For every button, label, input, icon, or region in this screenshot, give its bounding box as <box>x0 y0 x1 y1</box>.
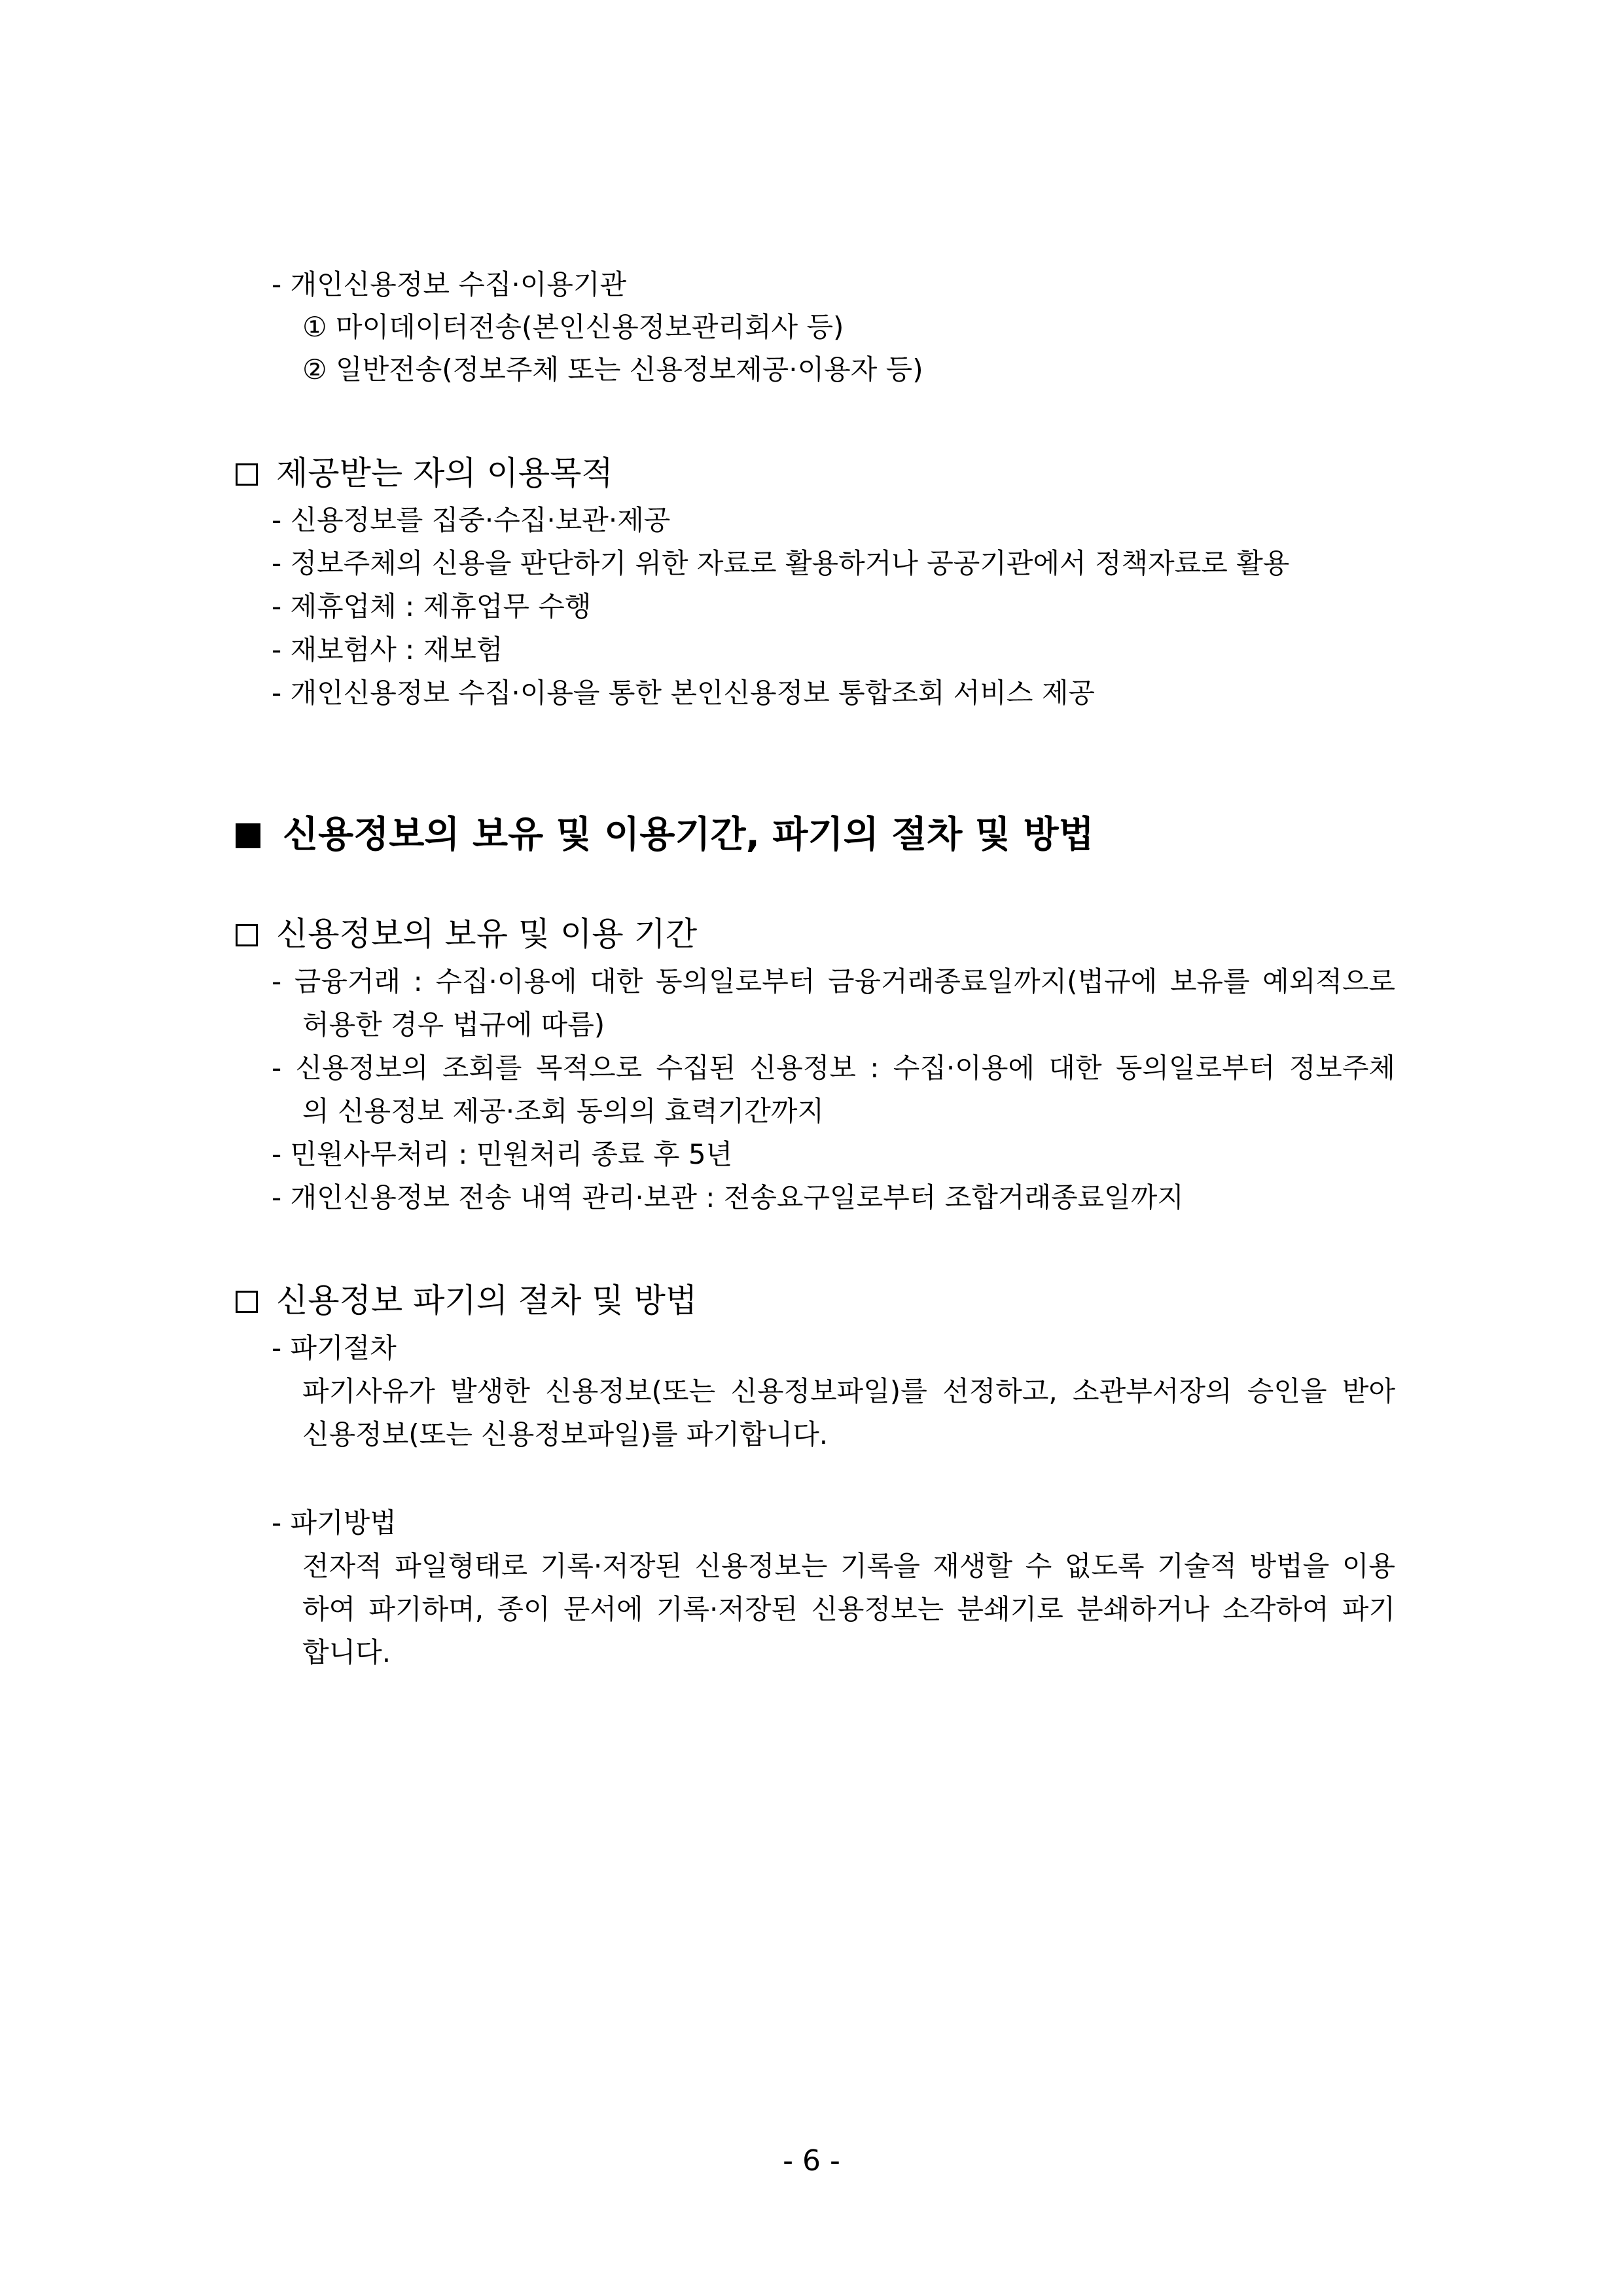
destruction-procedure-title: - 파기절차 <box>272 1332 397 1364</box>
section-heading-text: 제공받는 자의 이용목적 <box>276 454 613 492</box>
list-item-collecting-institutions: - 개인신용정보 수집·이용기관 <box>272 268 627 300</box>
page-number: - 6 - <box>783 2144 840 2178</box>
list-item-continuation: 의 신용정보 제공·조회 동의의 효력기간까지 <box>302 1095 825 1127</box>
empty-square-icon <box>236 1291 258 1313</box>
main-section-heading <box>236 812 1094 859</box>
main-section-heading-text: 신용정보의 보유 및 이용기간, 파기의 절차 및 방법 <box>283 814 1094 856</box>
destruction-procedure-text: 파기사유가 발생한 신용정보(또는 신용정보파일)를 선정하고, 소관부서장의 승인을 받아 <box>302 1375 1395 1407</box>
section-heading-text: 신용정보 파기의 절차 및 방법 <box>276 1282 698 1319</box>
list-item: - 개인신용정보 수집·이용을 통한 본인신용정보 통합조회 서비스 제공 <box>272 677 1095 709</box>
section-heading-destruction <box>236 1279 697 1322</box>
section-heading-purpose <box>236 452 613 495</box>
destruction-method-text: 하여 파기하며, 종이 문서에 기록·저장된 신용정보는 분쇄기로 분쇄하거나 소각하여 파기 <box>302 1593 1395 1625</box>
destruction-procedure-text: 신용정보(또는 신용정보파일)를 파기합니다. <box>302 1418 829 1450</box>
list-item: - 정보주체의 신용을 판단하기 위한 자료로 활용하거나 공공기관에서 정책자료로 활용 <box>272 547 1290 579</box>
list-item-financial-transaction: - 금융거래 : 수집·이용에 대한 동의일로부터 금융거래종료일까지(법규에 보유를 예외적으로 <box>272 965 1395 997</box>
empty-square-icon <box>236 463 258 486</box>
sub-item-mydata: ① 마이데이터전송(본인신용정보관리회사 등) <box>302 311 844 343</box>
sub-item-general: ② 일반전송(정보주체 또는 신용정보제공·이용자 등) <box>302 353 923 386</box>
destruction-method-title: - 파기방법 <box>272 1507 397 1539</box>
list-item: - 제휴업체 : 제휴업무 수행 <box>272 590 592 622</box>
list-item-inquiry: - 신용정보의 조회를 목적으로 수집된 신용정보 : 수집·이용에 대한 동의일로부터 정보주체 <box>272 1052 1395 1084</box>
list-item: - 재보험사 : 재보험 <box>272 634 503 666</box>
list-item-transmission-records: - 개인신용정보 전송 내역 관리·보관 : 전송요구일로부터 조합거래종료일까지 <box>272 1181 1184 1213</box>
destruction-method-text: 전자적 파일형태로 기록·저장된 신용정보는 기록을 재생할 수 없도록 기술적 방법을 이용 <box>302 1550 1395 1582</box>
empty-square-icon <box>236 924 258 946</box>
list-item-continuation: 허용한 경우 법규에 따름) <box>302 1009 605 1041</box>
section-heading-retention <box>236 912 697 956</box>
list-item-civil-complaints: - 민원사무처리 : 민원처리 종료 후 5년 <box>272 1138 733 1170</box>
list-item: - 신용정보를 집중·수집·보관·제공 <box>272 504 671 536</box>
section-heading-text: 신용정보의 보유 및 이용 기간 <box>276 915 698 953</box>
filled-square-icon <box>236 823 260 848</box>
destruction-method-text: 합니다. <box>302 1636 391 1668</box>
